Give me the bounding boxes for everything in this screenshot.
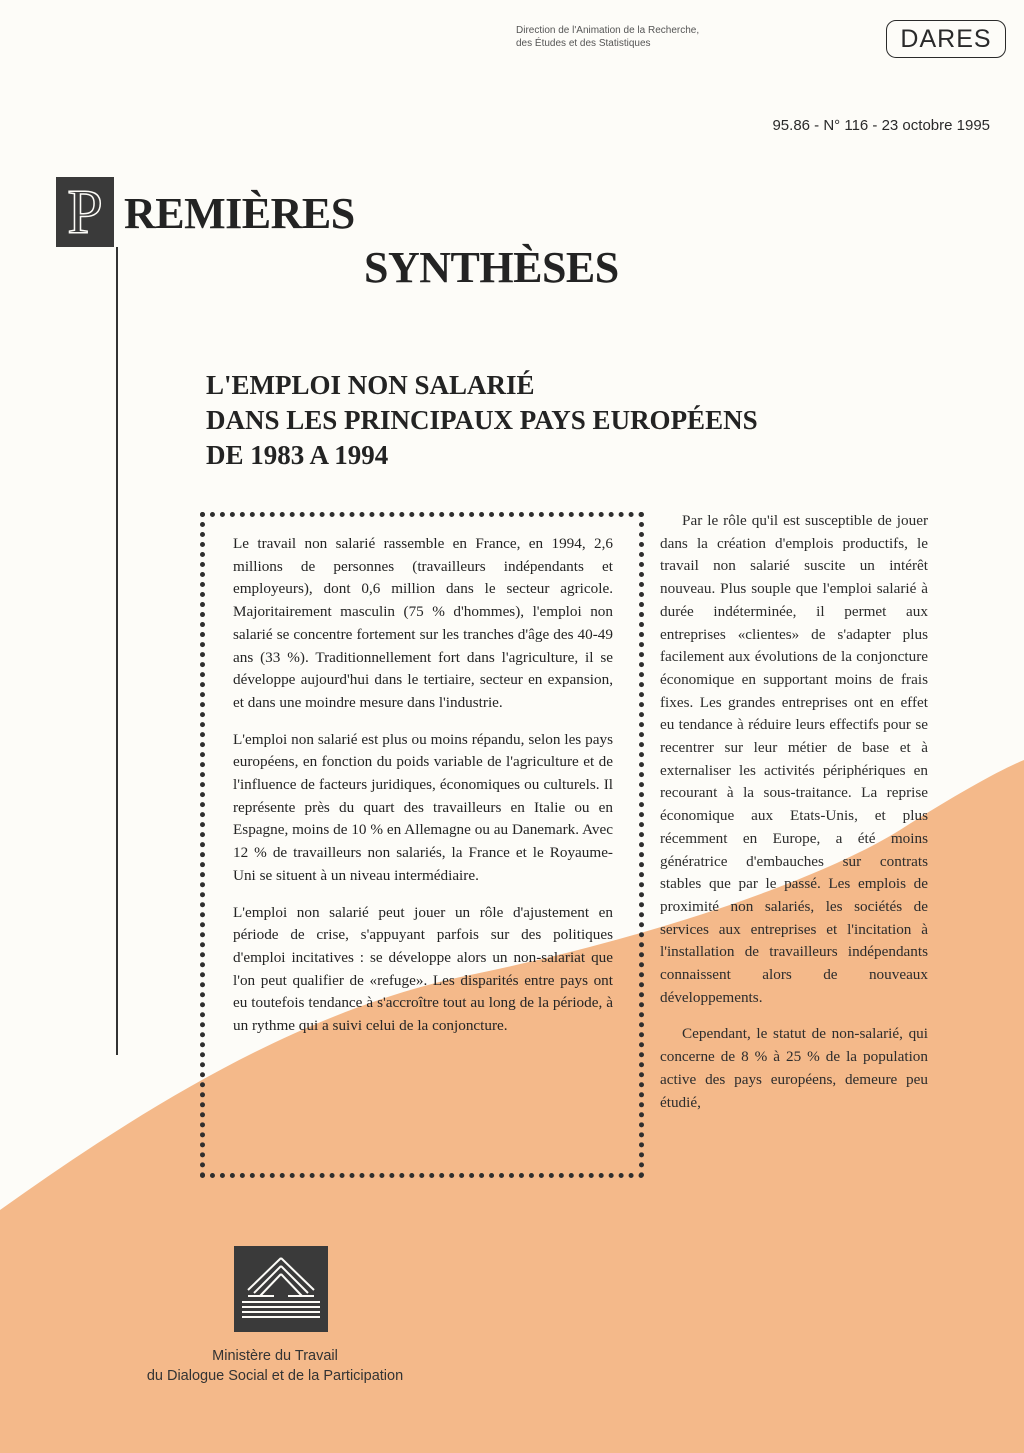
organization-line-2: des Études et des Statistiques (516, 38, 651, 49)
body-paragraph: Par le rôle qu'il est susceptible de jouer dans la création d'emplois productifs, le travail non salarié suscite un intérêt nouveau. Plus souple que l'emploi salarié à durée indéterminée, il permet aux entreprises «clientes» de s'adapter plus facilement aux évolutions de la conjoncture économique en supportant moins de frais fixes. Les grandes entreprises ont en effet eu tendance à réduire leurs effectifs pour se recentrer sur leur métier de base et à externaliser les activités périphériques en recourant à la sous-traitance. La reprise économique aux Etats-Unis, et plus récemment en Europe, a été moins génératrice d'embauches sur contrats stables que par le passé. Les emplois de proximité non salariés, les sociétés de services aux entreprises et l'incitation à l'installation de travailleurs indépendants connaissent alors de nouveaux développements. (660, 512, 928, 1006)
ministry-logo (234, 1246, 328, 1332)
headline-line-3: DE 1983 A 1994 (206, 440, 389, 470)
series-initial-letter: P (67, 176, 103, 247)
series-title-line-1: REMIÈRES (124, 189, 355, 238)
ministry-line-2: du Dialogue Social et de la Participation (146, 1368, 404, 1384)
abstract-paragraph: L'emploi non salarié peut jouer un rôle d'ajustement en période de crise, s'appuyant parfois sur des politiques d'emploi incitatives : se développe alors un non-salariat que l'on peut qualifier de «refuge». Les disparités entre pays ont eu toutefois tendance à s'accroître tout au long de la période, à un rythme qui a suivi celui de la conjoncture. (233, 903, 613, 1035)
headline-line-2: DANS LES PRINCIPAUX PAYS EUROPÉENS (206, 405, 758, 435)
issue-reference: 95.86 - N° 116 - 23 octobre 1995 (772, 117, 990, 134)
ministry-name (100, 1346, 450, 1386)
headline-line-1: L'EMPLOI NON SALARIÉ (206, 370, 535, 400)
series-initial-block (56, 177, 114, 247)
organization-name (516, 24, 876, 50)
abstract-box (200, 512, 644, 1178)
abstract-paragraph: Le travail non salarié rassemble en France, en 1994, 2,6 millions de personnes (travailleurs indépendants et employeurs), dont 0,6 million dans le secteur agricole. Majoritairement masculin (75 % d'hommes), l'emploi non salarié se concentre fortement sur les tranches d'âge des 40-49 ans (33 %). Traditionnellement fort dans l'agriculture, il se développe aujourd'hui dans le tertiaire, secteur en expansion, et dans une moindre mesure dans l'industrie. (233, 535, 613, 711)
abstract-paragraph: L'emploi non salarié est plus ou moins répandu, selon les pays européens, en fonction du poids variable de l'agriculture et de l'influence de facteurs juridiques, économiques ou culturels. Il représente près du quart des travailleurs en Italie ou en Espagne, moins de 10 % en Allemagne ou au Danemark. Avec 12 % de travailleurs non salariés, la France et le Royaume-Uni se situent à un niveau intermédiaire. (233, 730, 613, 884)
vertical-rule (116, 247, 118, 1055)
body-paragraph: Cependant, le statut de non-salarié, qui concerne de 8 % à 25 % de la population active des pays européens, demeure peu étudié, (660, 1025, 928, 1111)
dares-badge: DARES (886, 20, 1006, 58)
ministry-line-1: Ministère du Travail (212, 1348, 338, 1364)
organization-line-1: Direction de l'Animation de la Recherche, (516, 25, 700, 36)
article-headline (206, 368, 906, 473)
series-title-line-2: SYNTHÈSES (364, 243, 619, 292)
body-column (660, 510, 928, 1128)
